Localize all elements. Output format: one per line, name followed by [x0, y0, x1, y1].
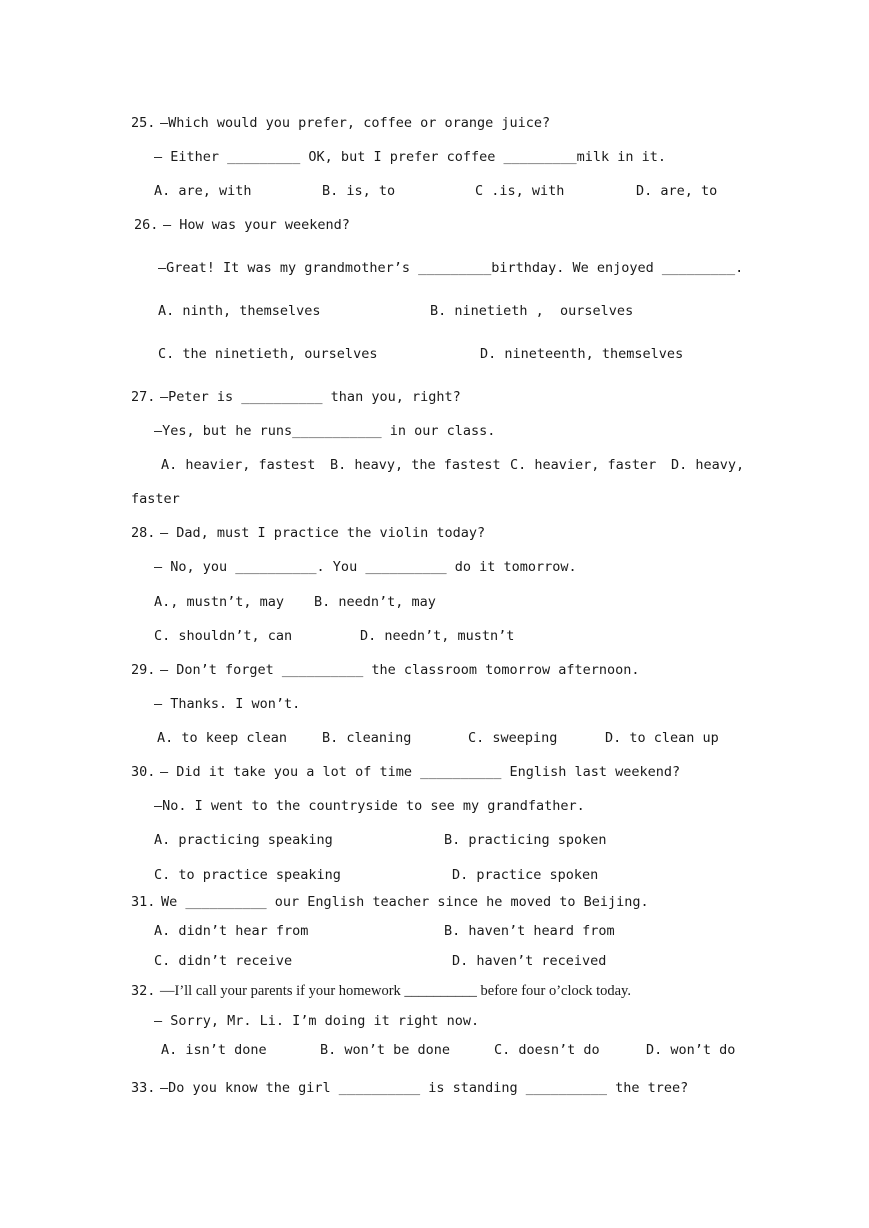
question-30-option-b: B. practicing spoken	[444, 832, 607, 848]
question-30-option-c: C. to practice speaking	[154, 867, 341, 883]
question-27-option-a: A. heavier, fastest	[161, 457, 316, 473]
question-27-reply: —Yes, but he runs___________ in our class.	[154, 423, 496, 439]
question-25-option-c: C .is, with	[475, 183, 565, 199]
question-26-option-b: B. ninetieth , ourselves	[430, 303, 634, 319]
question-25-option-b: B. is, to	[322, 183, 396, 199]
question-27-option-d-continued: faster	[131, 491, 180, 507]
question-30-number: 30.	[131, 764, 156, 780]
question-28-option-b: B. needn’t, may	[314, 594, 436, 610]
question-28-number: 28.	[131, 525, 156, 541]
question-32-option-d: D. won’t do	[646, 1042, 736, 1058]
question-25-option-d: D. are, to	[636, 183, 718, 199]
question-31-option-b: B. haven’t heard from	[444, 923, 615, 939]
question-31-option-d: D. haven’t received	[452, 953, 607, 969]
question-28-reply: — No, you __________. You __________ do it tomorrow.	[154, 559, 577, 575]
question-32-option-b: B. won’t be done	[320, 1042, 451, 1058]
question-26-stem: — How was your weekend?	[163, 217, 350, 233]
question-28-option-a: A., mustn’t, may	[154, 594, 285, 610]
question-29-stem: — Don’t forget __________ the classroom tomorrow afternoon.	[160, 662, 640, 678]
question-30-option-d: D. practice spoken	[452, 867, 599, 883]
question-29-option-b: B. cleaning	[322, 730, 412, 746]
question-31-option-a: A. didn’t hear from	[154, 923, 309, 939]
question-29-number: 29.	[131, 662, 156, 678]
question-29-option-c: C. sweeping	[468, 730, 558, 746]
question-33-number: 33.	[131, 1080, 156, 1096]
question-29-option-d: D. to clean up	[605, 730, 719, 746]
question-33-stem: —Do you know the girl __________ is standing __________ the tree?	[160, 1080, 689, 1096]
question-29-reply: — Thanks. I won’t.	[154, 696, 301, 712]
question-27-number: 27.	[131, 389, 156, 405]
question-32-reply: — Sorry, Mr. Li. I’m doing it right now.	[154, 1013, 480, 1029]
question-26-number: 26.	[134, 217, 159, 233]
question-30-reply: —No. I went to the countryside to see my grandfather.	[154, 798, 585, 814]
question-27-stem: —Peter is __________ than you, right?	[160, 389, 461, 405]
question-25-option-a: A. are, with	[154, 183, 252, 199]
question-25-reply: — Either _________ OK, but I prefer coffee _________milk in it.	[154, 149, 667, 165]
question-28-stem: — Dad, must I practice the violin today?	[160, 525, 486, 541]
question-31-stem: We __________ our English teacher since he moved to Beijing.	[161, 894, 649, 910]
question-27-option-b: B. heavy, the fastest	[330, 457, 501, 473]
question-25-stem: —Which would you prefer, coffee or orange juice?	[160, 115, 551, 131]
question-26-reply: —Great! It was my grandmother’s _________birthday. We enjoyed _________.	[158, 260, 744, 276]
question-27-option-c: C. heavier, faster	[510, 457, 657, 473]
question-28-option-d: D. needn’t, mustn’t	[360, 628, 515, 644]
question-26-option-d: D. nineteenth, themselves	[480, 346, 684, 362]
question-30-option-a: A. practicing speaking	[154, 832, 333, 848]
question-26-option-a: A. ninth, themselves	[158, 303, 321, 319]
question-32-number: 32.	[131, 983, 156, 999]
question-28-option-c: C. shouldn’t, can	[154, 628, 293, 644]
question-31-option-c: C. didn’t receive	[154, 953, 293, 969]
question-30-stem: — Did it take you a lot of time __________ English last weekend?	[160, 764, 681, 780]
question-32-option-c: C. doesn’t do	[494, 1042, 600, 1058]
question-31-number: 31.	[131, 894, 156, 910]
question-27-option-d: D. heavy,	[671, 457, 745, 473]
question-25-number: 25.	[131, 115, 156, 131]
question-26-option-c: C. the ninetieth, ourselves	[158, 346, 378, 362]
question-29-option-a: A. to keep clean	[157, 730, 288, 746]
question-32-option-a: A. isn’t done	[161, 1042, 267, 1058]
question-32-stem: —I’ll call your parents if your homework __________ before four o’clock today.	[160, 983, 631, 999]
